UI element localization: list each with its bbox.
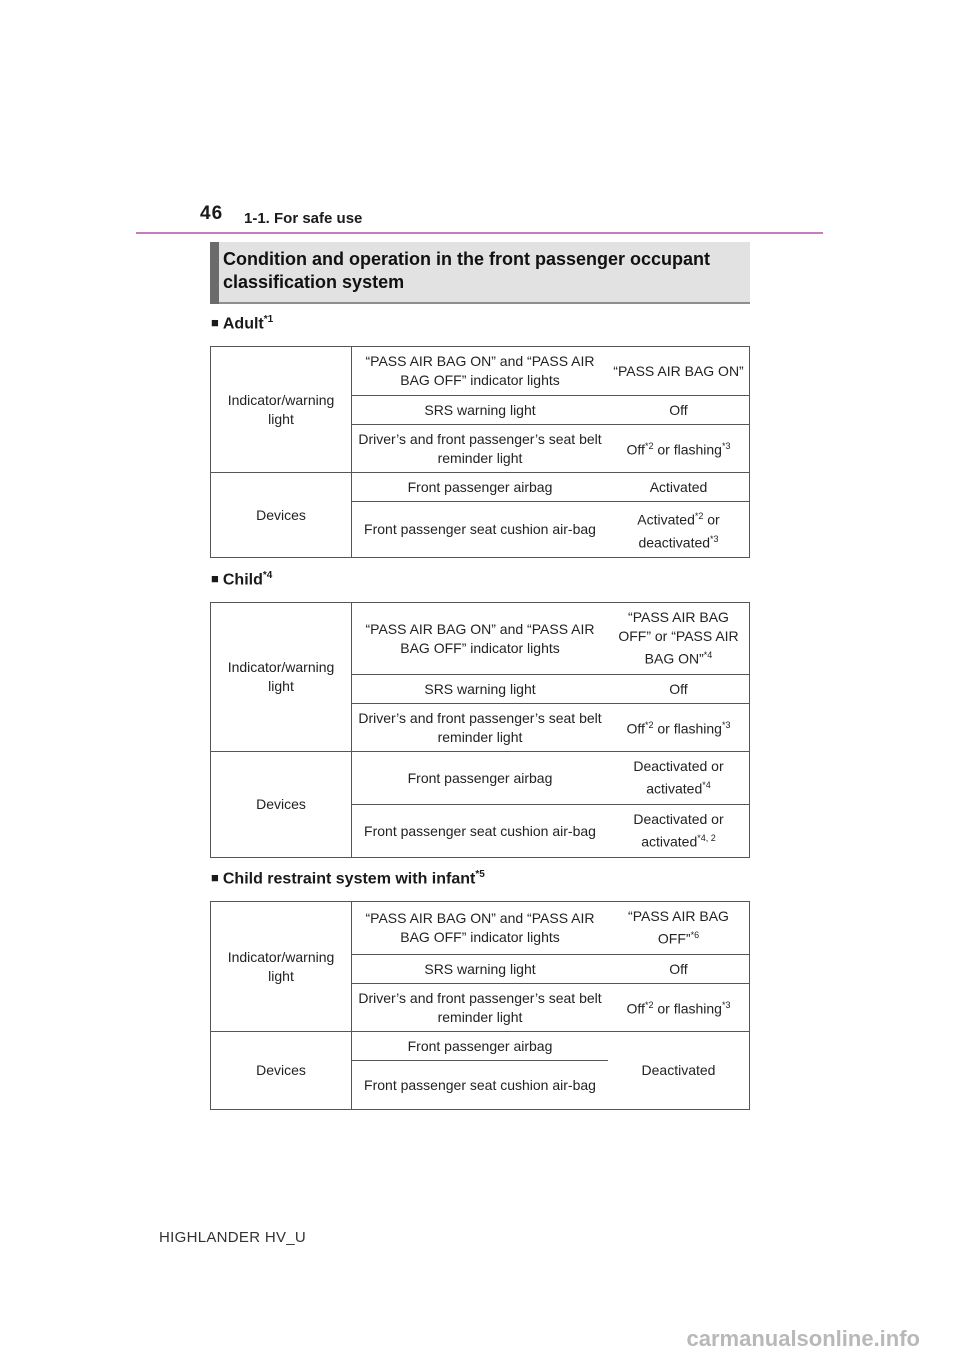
watermark: carmanualsonline.info [686,1326,920,1351]
header-rule [136,232,823,234]
belt-reminder-label: Driver’s and front passenger’s seat belt reminder light [352,704,609,752]
srs-warning-value: Off [608,955,750,984]
devices-label: Devices [211,752,352,858]
indicator-warning-label: Indicator/warning light [211,347,352,473]
pass-airbag-indicator-value: “PASS AIR BAG ON” [608,347,750,396]
heading-child: ■ Child$^{*4}$ [211,570,273,589]
pass-airbag-indicator-value: “PASS AIR BAG OFF”$^{*6}$ [608,902,750,955]
heading-child-restraint: ■ Child restraint system with infant$^{*5}$ [211,869,485,888]
belt-reminder-label: Driver’s and front passenger’s seat belt reminder light [352,984,609,1032]
square-bullet-icon: ■ [211,571,219,587]
title-accent-bar [210,242,219,304]
title-box [210,242,750,304]
front-airbag-label: Front passenger airbag [352,1032,609,1061]
srs-warning-label: SRS warning light [352,675,609,704]
srs-warning-value: Off [608,396,750,425]
front-airbag-label: Front passenger airbag [352,752,609,805]
cushion-airbag-label: Front passenger seat cushion air-bag [352,1061,609,1110]
front-airbag-value: Deactivated or activated$^{*4}$ [608,752,750,805]
square-bullet-icon: ■ [211,315,219,331]
pass-airbag-indicator-label: “PASS AIR BAG ON” and “PASS AIR BAG OFF” indicator lights [352,902,609,955]
table-adult [210,346,750,558]
cushion-airbag-label: Front passenger seat cushion air-bag [352,805,609,858]
pass-airbag-indicator-value: “PASS AIR BAG OFF” or “PASS AIR BAG ON”$^{*4}$ [608,603,750,675]
belt-reminder-label: Driver’s and front passenger’s seat belt reminder light [352,425,609,473]
cushion-airbag-value: Activated$^{*2}$ or deactivated$^{*3}$ [608,502,750,558]
cushion-airbag-value: Deactivated or activated$^{*4, 2}$ [608,805,750,858]
heading-adult: ■ Adult$^{*1}$ [211,314,274,333]
indicator-warning-label: Indicator/warning light [211,902,352,1032]
table-child [210,602,750,858]
page-number: 46 [200,203,224,224]
pass-airbag-indicator-label: “PASS AIR BAG ON” and “PASS AIR BAG OFF” indicator lights [352,603,609,675]
front-airbag-value: Activated [608,473,750,502]
belt-reminder-value: Off$^{*2}$ or flashing$^{*3}$ [608,425,750,473]
cushion-airbag-label: Front passenger seat cushion air-bag [352,502,609,558]
belt-reminder-value: Off$^{*2}$ or flashing$^{*3}$ [608,984,750,1032]
indicator-warning-label: Indicator/warning light [211,603,352,752]
footer-model: HIGHLANDER HV_U [159,1229,307,1246]
srs-warning-label: SRS warning light [352,396,609,425]
page-title: Condition and operation in the front passenger occupant classification system [223,249,711,292]
devices-label: Devices [211,1032,352,1110]
square-bullet-icon: ■ [211,870,219,886]
devices-value: Deactivated [608,1032,750,1110]
section-label: 1-1. For safe use [244,210,363,227]
pass-airbag-indicator-label: “PASS AIR BAG ON” and “PASS AIR BAG OFF” indicator lights [352,347,609,396]
srs-warning-label: SRS warning light [352,955,609,984]
belt-reminder-value: Off$^{*2}$ or flashing$^{*3}$ [608,704,750,752]
devices-label: Devices [211,473,352,558]
table-child-restraint [210,901,750,1110]
front-airbag-label: Front passenger airbag [352,473,609,502]
srs-warning-value: Off [608,675,750,704]
